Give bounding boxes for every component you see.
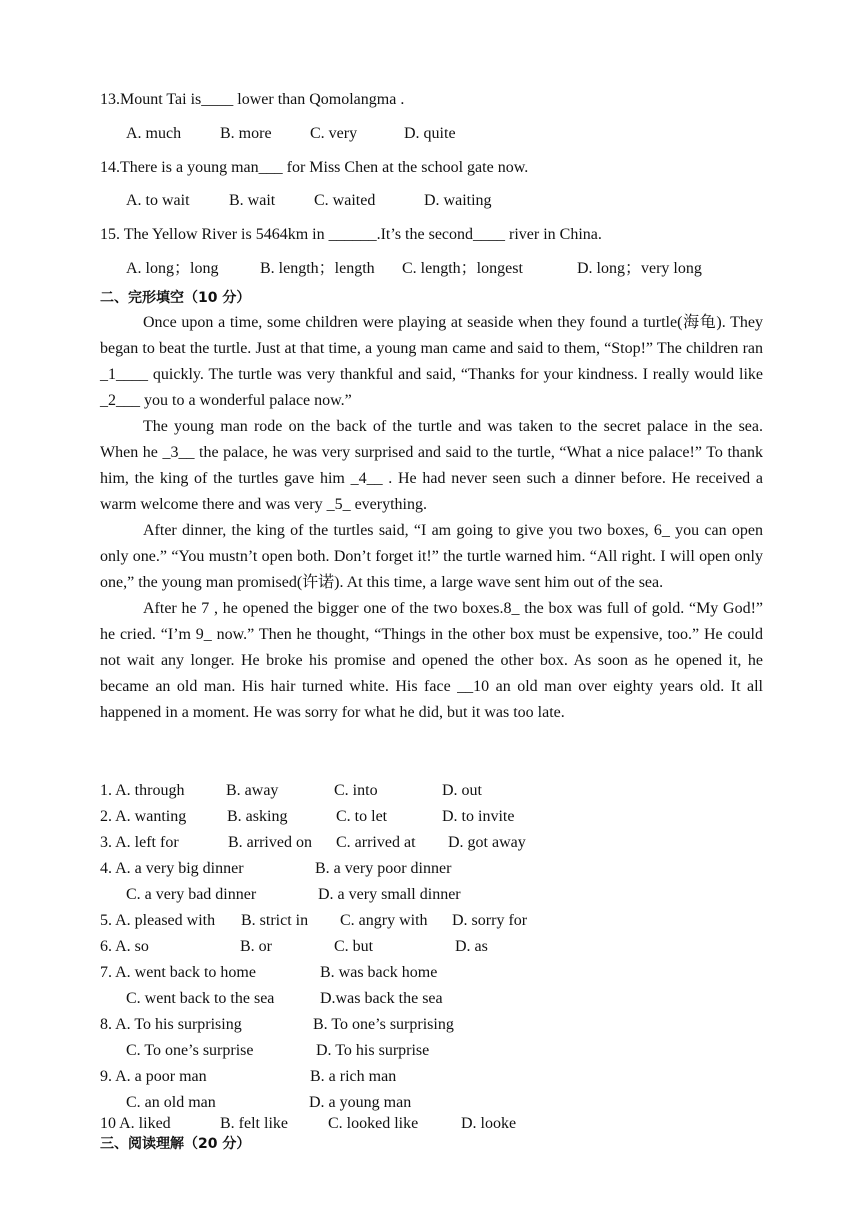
choice-4-b: B. a very poor dinner xyxy=(315,860,452,877)
choice-4-c: C. a very bad dinner xyxy=(126,886,257,903)
choice-1-d: D. out xyxy=(442,782,482,799)
choice-10-d: D. looke xyxy=(461,1115,517,1132)
q15-option-a: A. long；long xyxy=(126,260,219,277)
choice-5-c: C. angry with xyxy=(340,912,428,929)
choice-4-a: 4. A. a very big dinner xyxy=(100,860,244,877)
passage-paragraph-3: After dinner, the king of the turtles said, “I am going to give you two boxes, 6_ you can open only one.” “You mustn’t open both. Don’t forget it!” the turtle warned him. “All right. I will open only one,” the young man promised(许诺). At this time, a large wave sent him out of the sea. xyxy=(100,522,763,591)
passage-paragraph-4: After he 7 , he opened the bigger one of the two boxes.8_ the box was full of gold. “My God!” he cried. “I’m 9_ now.” Then he thought, “Things in the other box must be expensive, too.” He could not wait any longer. He broke his promise and opened the other box. As soon as he opened it, he became an old man. His hair turned white. His face __10 an old man over eighty years old. It all happened in a moment. He was sorry for what he did, but it was too late. xyxy=(100,600,763,721)
question-15-stem: 15. The Yellow River is 5464km in ______.It’s the second____ river in China. xyxy=(100,226,602,243)
choice-8-b: B. To one’s surprising xyxy=(313,1016,454,1033)
choice-1-a: 1. A. through xyxy=(100,782,185,799)
q14-option-b: B. wait xyxy=(229,192,276,209)
choice-3-c: C. arrived at xyxy=(336,834,416,851)
q14-option-a: A. to wait xyxy=(126,192,190,209)
choice-10-c: C. looked like xyxy=(328,1115,419,1132)
cloze-passage xyxy=(100,310,763,726)
choice-2-d: D. to invite xyxy=(442,808,515,825)
choice-7-d: D.was back the sea xyxy=(320,990,443,1007)
choice-6-b: B. or xyxy=(240,938,272,955)
choice-7-b: B. was back home xyxy=(320,964,438,981)
choice-3-d: D. got away xyxy=(448,834,526,851)
choice-9-c: C. an old man xyxy=(126,1094,216,1111)
q13-option-b: B. more xyxy=(220,125,272,142)
q14-option-c: C. waited xyxy=(314,192,376,209)
choice-9-b: B. a rich man xyxy=(310,1068,397,1085)
choice-5-a: 5. A. pleased with xyxy=(100,912,216,929)
q13-option-d: D. quite xyxy=(404,125,456,142)
choice-7-a: 7. A. went back to home xyxy=(100,964,256,981)
choice-6-d: D. as xyxy=(455,938,488,955)
choice-8-c: C. To one’s surprise xyxy=(126,1042,254,1059)
q15-option-d: D. long；very long xyxy=(577,260,702,277)
q14-option-d: D. waiting xyxy=(424,192,492,209)
question-13-stem: 13.Mount Tai is____ lower than Qomolangma . xyxy=(100,91,405,108)
q13-option-c: C. very xyxy=(310,125,358,142)
section-3-heading: 三、阅读理解（20 分） xyxy=(100,1136,251,1152)
choice-2-c: C. to let xyxy=(336,808,388,825)
q15-option-b: B. length；length xyxy=(260,260,375,277)
question-14-stem: 14.There is a young man___ for Miss Chen at the school gate now. xyxy=(100,159,529,176)
choice-5-b: B. strict in xyxy=(241,912,309,929)
choice-10-a: 10 A. liked xyxy=(100,1115,171,1132)
choice-4-d: D. a very small dinner xyxy=(318,886,461,903)
choice-8-d: D. To his surprise xyxy=(316,1042,430,1059)
choice-2-a: 2. A. wanting xyxy=(100,808,187,825)
passage-paragraph-1: Once upon a time, some children were playing at seaside when they found a turtle(海龟). They began to beat the turtle. Just at that time, a young man came and said to them, “Stop!” The children ran _1____ quickly. The turtle was very thankful and said, “Thanks for your kindness. I really would like _2___ you to a wonderful palace now.” xyxy=(100,314,763,409)
choice-6-a: 6. A. so xyxy=(100,938,149,955)
choice-7-c: C. went back to the sea xyxy=(126,990,275,1007)
choice-10-b: B. felt like xyxy=(220,1115,288,1132)
choice-8-a: 8. A. To his surprising xyxy=(100,1016,242,1033)
choice-3-a: 3. A. left for xyxy=(100,834,179,851)
choice-1-c: C. into xyxy=(334,782,378,799)
choice-3-b: B. arrived on xyxy=(228,834,312,851)
choice-9-d: D. a young man xyxy=(309,1094,412,1111)
choice-5-d: D. sorry for xyxy=(452,912,528,929)
choice-9-a: 9. A. a poor man xyxy=(100,1068,207,1085)
choice-1-b: B. away xyxy=(226,782,279,799)
passage-paragraph-2: The young man rode on the back of the turtle and was taken to the secret palace in the sea. When he _3__ the palace, he was very surprised and said to the turtle, “What a nice palace!” To thank him, the king of the turtles gave him _4__ . He had never seen such a dinner before. He received a warm welcome there and was very _5_ everything. xyxy=(100,418,763,513)
choice-6-c: C. but xyxy=(334,938,374,955)
section-2-heading: 二、完形填空（10 分） xyxy=(100,290,251,306)
q15-option-c: C. length；longest xyxy=(402,260,523,277)
q13-option-a: A. much xyxy=(126,125,182,142)
choice-2-b: B. asking xyxy=(227,808,288,825)
